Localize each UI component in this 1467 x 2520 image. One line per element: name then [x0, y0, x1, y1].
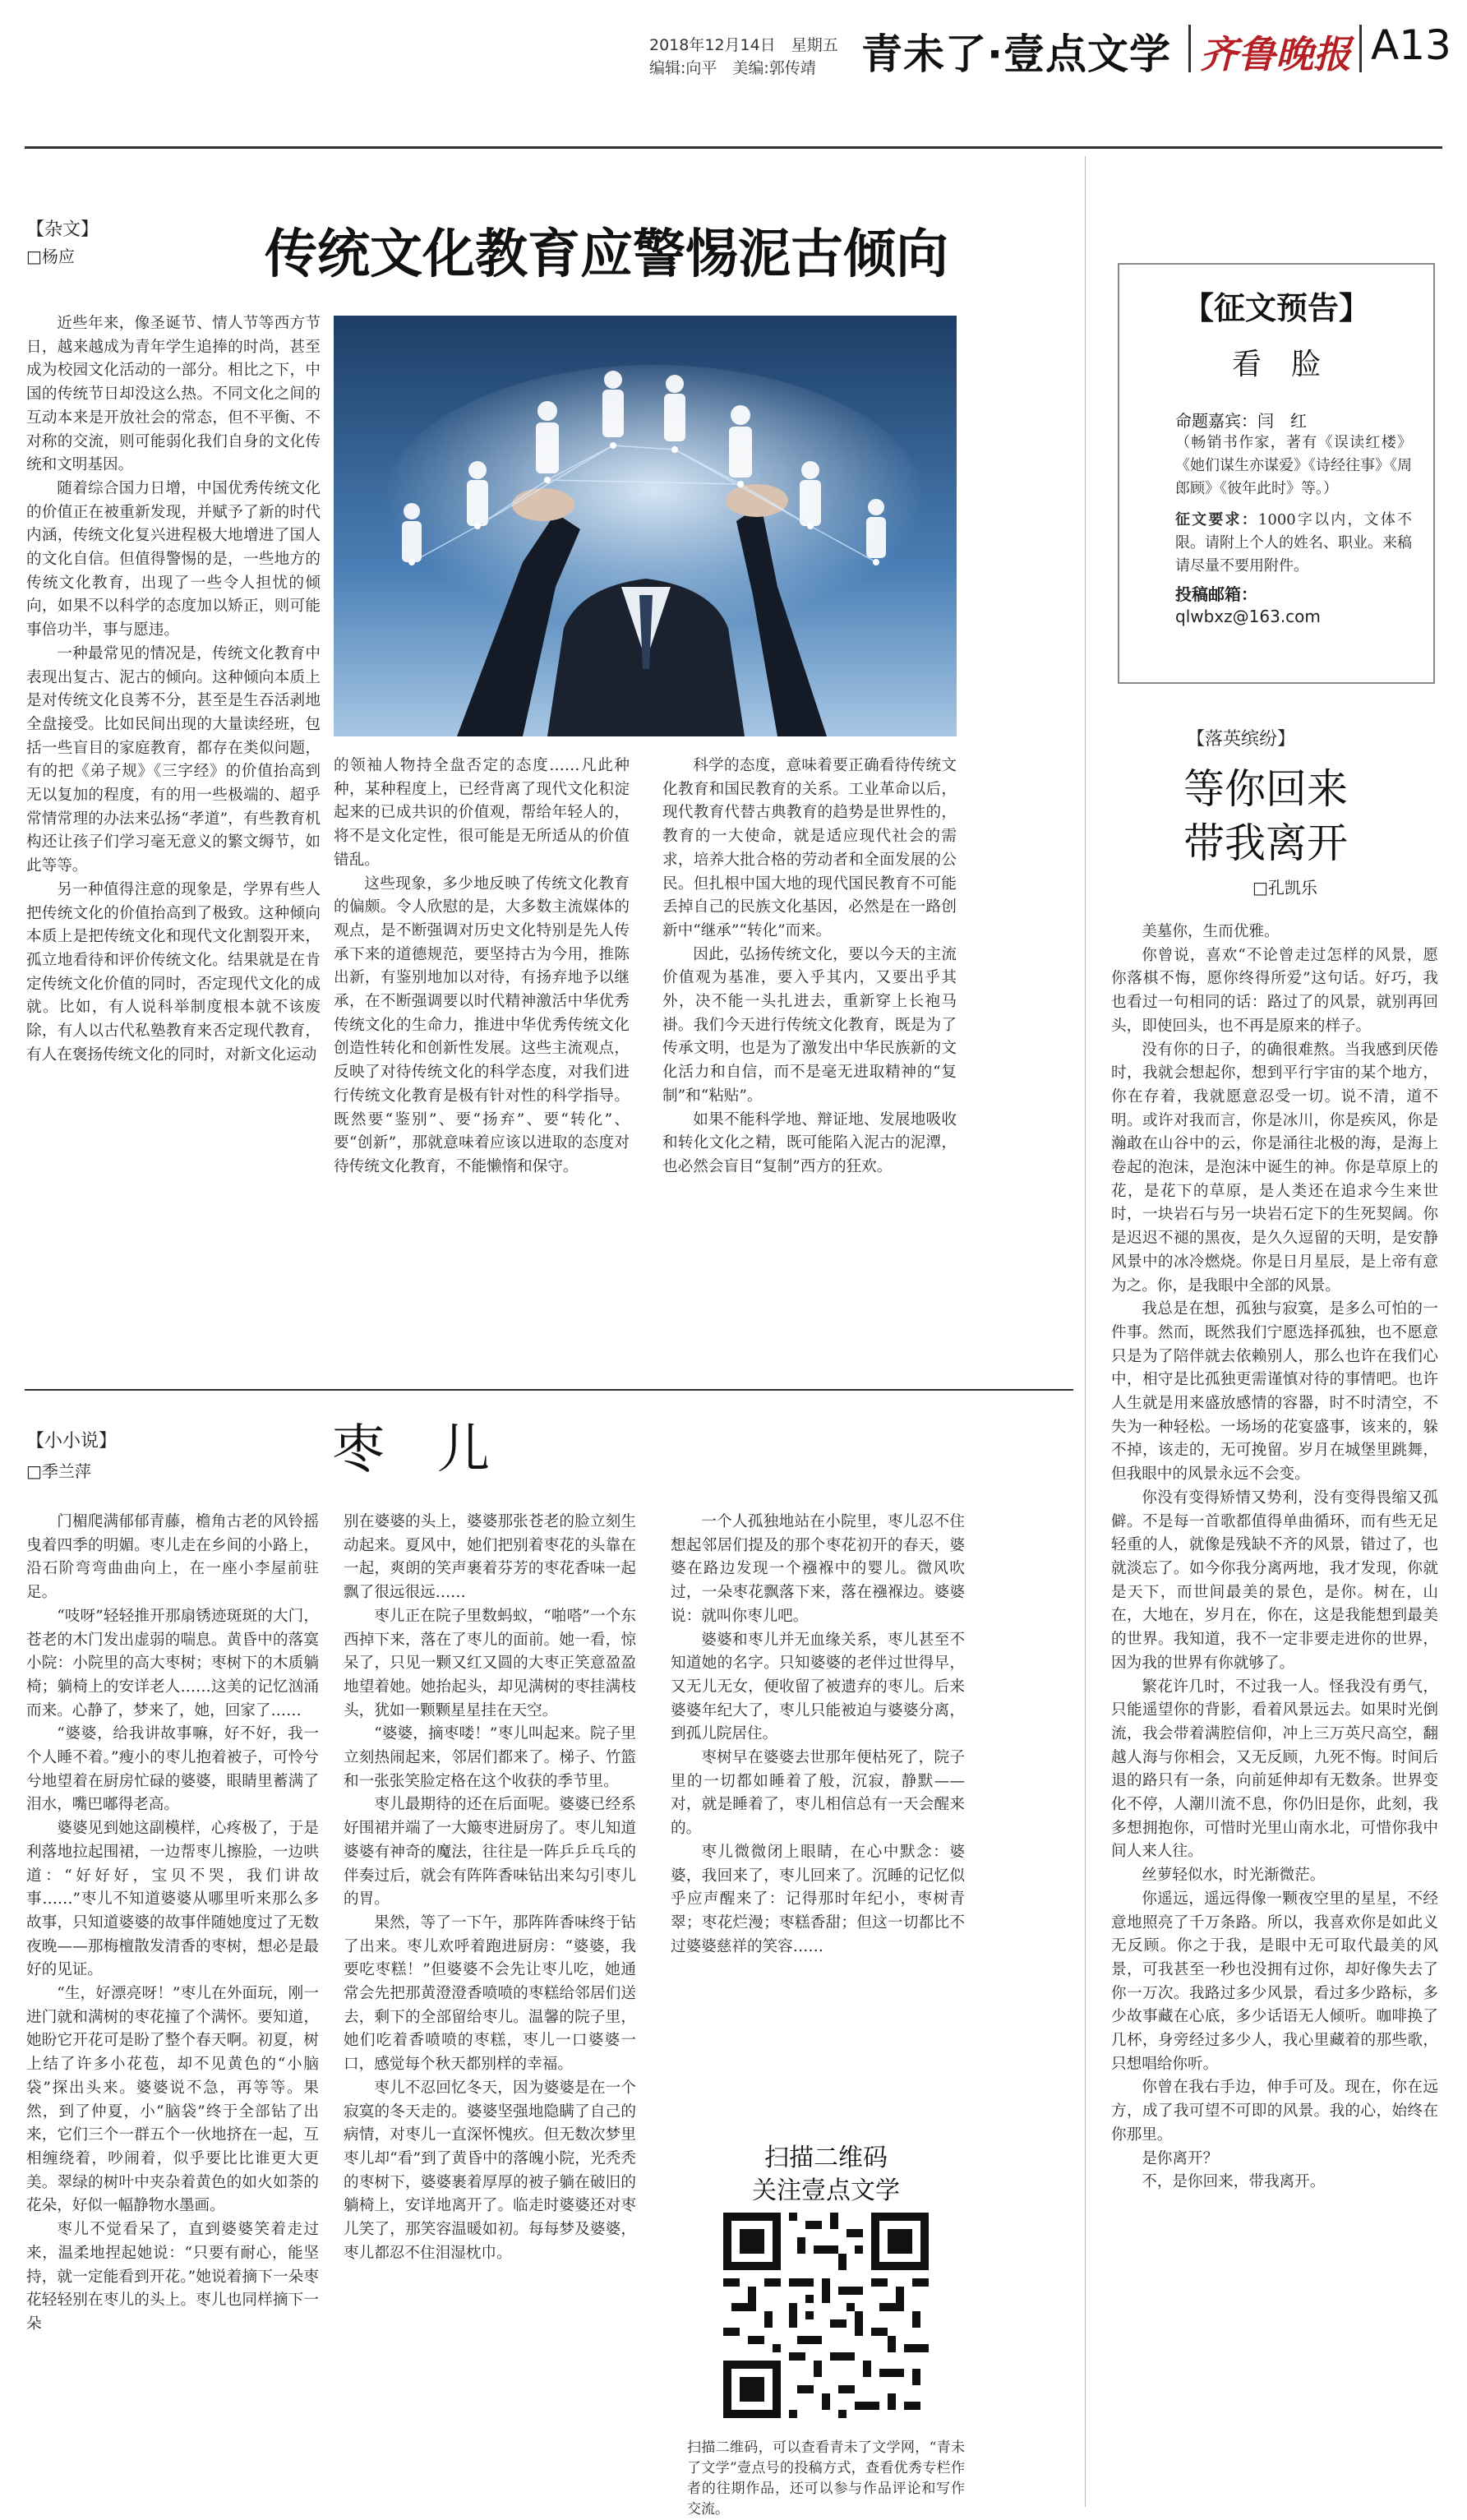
- story-paragraph: “婆婆，摘枣喽！”枣儿叫起来。院子里立刻热闹起来，邻居们都来了。梯子、竹篮和一张张笑脸定格在这个收获的季节里。: [344, 1725, 636, 1790]
- poem-paragraph: 我总是在想，孤独与寂寞，是多么可怕的一件事。然而，既然我们宁愿选择孤独，也不愿意只是为了陪伴就去依赖别人，那么也许在我们心中，相守是比孤独更需谨慎对待的事情吧。也许人生就是用来盛放感情的容器，时不时清空，不失为一种轻松。一场场的花宴盛事，该来的，躲不掉，该走的，无可挽留。岁月在城堡里跳舞，但我眼中的风景永远不会变。: [1111, 1300, 1438, 1484]
- newspaper-logo: 齐鲁晚报: [1200, 32, 1351, 76]
- notice-host: [1141, 408, 1412, 432]
- notice-req-text: 1000字以内，文体不限。请附上个人的姓名、职业。来稿请尽量不要用附件。: [1175, 511, 1413, 575]
- story-paragraph: “婆婆，给我讲故事嘛，好不好，我一个人睡不着。”瘦小的枣儿抱着被子，可怜兮兮地望着在厨房忙碌的婆婆，眼睛里蓄满了泪水，嘴巴嘟得老高。: [26, 1725, 319, 1814]
- essay-paragraph: 如果不能科学地、辩证地、发展地吸收和转化文化之精，既可能陷入泥古的泥潭，也必然会盲目“复制”西方的狂欢。: [662, 1110, 957, 1175]
- businessman-network-illustration: [334, 316, 957, 736]
- notice-email[interactable]: qlwbxz@163.com: [1175, 607, 1321, 626]
- story-col-3: [671, 1511, 965, 2061]
- section-title: 青未了·壹点文学: [861, 30, 1171, 78]
- story-paragraph: 枣树早在婆婆去世那年便枯死了，院子里的一切都如睡着了般，沉寂，静默——对，就是睡着了，枣儿相信总有一天会醒来的。: [671, 1749, 965, 1838]
- story-paragraph: 果然，等了一下午，那阵阵香味终于钻了出来。枣儿欢呼着跑进厨房：“婆婆，我要吃枣糕！”但婆婆不会先让枣儿吃，她通常会先把那黄澄澄香喷喷的枣糕给邻居们送去，剩下的全部留给枣儿。温馨的院子里，她们吃着香喷喷的枣糕，枣儿一口婆婆一口，感觉每个秋天都别样的幸福。: [344, 1913, 636, 2074]
- poem-title-1: 等你回来: [1183, 765, 1348, 813]
- story-paragraph: 枣儿微微闭上眼睛，在心中默念：婆婆，我回来了，枣儿回来了。沉睡的记忆似乎应声醒来了：记得那时年纪小，枣树青翠；枣花烂漫；枣糕香甜；但这一切都比不过婆婆慈祥的笑容……: [671, 1843, 965, 1955]
- poem-paragraph: 不，是你回来，带我离开。: [1142, 2173, 1326, 2191]
- essay-paragraph: 因此，弘扬传统文化，要以今天的主流价值观为基准，要入乎其内，又要出乎其外，决不能一头扎进去，重新穿上长袍马褂。我们今天进行传统文化教育，既是为了传承文明，也是为了激发出中华民族新的文化活力和自信，而不是毫无进取精神的“复制”和“粘贴”。: [662, 945, 957, 1105]
- poem-paragraph: 是你离开？: [1142, 2149, 1219, 2167]
- essay-col-mid: [334, 755, 630, 1387]
- essay-title: 传统文化教育应警惕泥古倾向: [265, 224, 948, 285]
- essay-paragraph: 的领袖人物持全盘否定的态度……凡此种种，某种程度上，已经背离了现代文化积淀起来的已成共识的价值观，帮给年轻人的，将不是文化定性，很可能是无所适从的价值错乱。: [334, 757, 630, 869]
- masthead-date: 2018年12月14日 星期五: [649, 36, 838, 54]
- masthead-divider: [1188, 25, 1191, 72]
- essay-paragraph: 另一种值得注意的现象是，学界有些人把传统文化的价值抬高到了极致。这种倾向本质上是把传统文化和现代文化割裂开来，孤立地看待和评价传统文化。结果就是在肯定传统文化价值的同时，否定现代文化的成就。比如，有人说科举制度根本就不该废除，有人以古代私塾教育来否定现代教育，有人在褒扬传统文化的同时，对新文化运动: [26, 880, 321, 1064]
- story-author: □季兰萍: [26, 1461, 91, 1481]
- story-paragraph: 枣儿不觉看呆了，直到婆婆笑着走过来，温柔地捏起她说：“只要有耐心，能坚持，就一定能看到开花。”她说着摘下一朵枣花轻轻别在枣儿的头上。枣儿也同样摘下一朵: [26, 2221, 319, 2333]
- poem-paragraph: 你没有变得矫情又势利，没有变得畏缩又孤僻。不是每一首歌都值得单曲循环，而有些无足轻重的人，就像是残缺不齐的风景，错过了，也就淡忘了。如今你我分离两地，我才发现，你就是天下，而世间最美的景色，是你。树在，山在，大地在，岁月在，你在，这是我能想到最美的世界。我知道，我不一定非要走进你的世界，因为我的世界有你就够了。: [1111, 1488, 1438, 1672]
- notice-req-label: 征文要求：: [1175, 511, 1258, 528]
- story-paragraph: 枣儿不忍回忆冬天，因为婆婆是在一个寂寞的冬天走的。婆婆坚强地隐瞒了自己的病情，对枣儿一直深怀愧疚。但无数次梦里枣儿却“看”到了黄昏中的落魄小院，光秃秃的枣树下，婆婆裹着厚厚的被子躺在破旧的躺椅上，安详地离开了。临走时婆婆还对枣儿笑了，那笑容温暖如初。每每梦及婆婆，枣儿都忍不住泪湿枕巾。: [344, 2079, 636, 2262]
- essay-paragraph: 这些现象，多少地反映了传统文化教育的偏颇。令人欣慰的是，大多数主流媒体的观点，是不断强调对历史文化特别是先人传承下来的道德规范，要坚持古为今用，推陈出新，有鉴别地加以对待，有扬弃地予以继承，在不断强调要以时代精神激活中华优秀传统文化的生命力，推进中华优秀传统文化创造性转化和创新性发展。这些主流观点，反映了对待传统文化的科学态度，对我们进行传统文化教育是极有针对性的科学指导。既然要“鉴别”、要“扬弃”、要“转化”、要“创新”，那就意味着应该以进取的态度对待传统文化教育，不能懒惰和保守。: [334, 875, 630, 1175]
- story-paragraph: 别在婆婆的头上，婆婆那张苍老的脸立刻生动起来。夏风中，她们把别着枣花的头靠在一起，爽朗的笑声裹着芬芳的枣花香味一起飘了很远很远……: [344, 1513, 636, 1602]
- story-paragraph: “生，好漂亮呀！”枣儿在外面玩，刚一进门就和满树的枣花撞了个满怀。要知道，她盼它开花可是盼了整个春天啊。初夏，树上结了许多小花苞，却不见黄色的“小脑袋”探出头来。婆婆说不急，再等等。果然，到了仲夏，小“脑袋”终于全部钻了出来，它们三个一群五个一伙地挤在一起，互相缠绕着，吵闹着，似乎要比比谁更大更美。翠绿的树叶中夹杂着黄色的如火如荼的花朵，好似一幅静物水墨画。: [26, 1985, 319, 2215]
- essay-paragraph: 一种最常见的情况是，传统文化教育中表现出复古、泥古的倾向。这种倾向本质上是对传统文化良莠不分，甚至是生吞活剥地全盘接受。比如民间出现的大量读经班，包括一些盲目的家庭教育，都存在类似问题，有的把《弟子规》《三字经》的价值抬高到无以复加的程度，有的用一些极端的、超乎常情常理的办法来弘扬“孝道”，有些教育机构还让孩子们学习毫无意义的繁文缛节，如此等等。: [26, 644, 321, 875]
- masthead-divider-2: [1359, 25, 1362, 72]
- masthead: [0, 0, 1467, 156]
- story-paragraph: 婆婆和枣儿并无血缘关系，枣儿甚至不知道她的名字。只知婆婆的老伴过世得早，又无儿无女，便收留了被遗弃的枣儿。后来婆婆年纪大了，枣儿只能被迫与婆婆分离，到孤儿院居住。: [671, 1631, 965, 1743]
- poem-paragraph: 没有你的日子，的确很难熬。当我感到厌倦时，我就会想起你，想到平行宇宙的某个地方，你在存着，我就愿意忍受一切。说不清，道不明。或许对我而言，你是冰川，你是疾风，你是瀚敢在山谷中的云，你是涌往北极的海，是海上卷起的泡沫，是泡沫中诞生的神。你是草原上的花，是花下的草原，是人类还在追求今生来世时，一块岩石与另一块岩石定下的生死契阔。你是迟迟不褪的黑夜，是久久逗留的天明，是安静风景中的冰冷燃烧。你是日月星辰，是上帝有意为之。你，是我眼中全部的风景。: [1111, 1041, 1438, 1295]
- notice-host-desc: （畅销书作家，著有《误读红楼》《她们谋生亦谋爱》《诗经往事》《周郎顾》《彼年此时》等。）: [1175, 434, 1412, 497]
- essay-author: □杨应: [26, 247, 75, 266]
- notice-title: 【征文预告】: [1182, 290, 1370, 326]
- story-tag: 【小小说】: [26, 1431, 118, 1452]
- essay-paragraph: 随着综合国力日增，中国优秀传统文化的价值正在被重新发现，并赋予了新的时代内涵，传统文化复兴进程极大地增进了国人的文化自信。但值得警惕的是，一些地方的传统文化教育，出现了一些令人担忧的倾向，如果不以科学的态度加以矫正，则可能事倍功半，事与愿违。: [26, 479, 321, 639]
- call-for-papers-box: [1118, 263, 1435, 684]
- poem-paragraph: 你曾在我右手边，伸手可及。现在，你在远方，成了我可望不可即的风景。我的心，始终在你那里。: [1111, 2079, 1438, 2144]
- qr-caption: 扫描二维码，可以查看青未了文学网，“青未了文学”壹点号的投稿方式，查看优秀专栏作者的往期作品，还可以参与作品评论和写作交流。: [687, 2439, 965, 2518]
- qr-code[interactable]: [723, 2213, 929, 2418]
- poem-paragraph: 丝萝轻似水，时光渐微茫。: [1142, 1867, 1326, 1885]
- column-rule: [1085, 156, 1086, 2507]
- essay-col-left: [26, 312, 321, 1387]
- qr-code-icon: [723, 2213, 929, 2418]
- essay-paragraph: 科学的态度，意味着要正确看待传统文化教育和国民教育的关系。工业革命以后，现代教育代替古典教育的趋势是世界性的，教育的一大使命，就是适应现代社会的需求，培养大批合格的劳动者和全面发展的公民。但扎根中国大地的现代国民教育不可能丢掉自己的民族文化基因，必然是在一路创新中“继承”“转化”而来。: [662, 757, 957, 939]
- essay-paragraph: 近些年来，像圣诞节、情人节等西方节日，越来越成为青年学生追捧的时尚，甚至成为校园文化活动的一部分。相比之下，中国的传统节日却没这么热。不同文化之间的互动本来是开放社会的常态，但不平衡、不对称的交流，则可能弱化我们自身的文化传统和文明基因。: [26, 315, 321, 474]
- story-paragraph: “吱呀”轻轻推开那扇锈迹斑斑的大门，苍老的木门发出虚弱的喘息。黄昏中的落寞小院：小院里的高大枣树；枣树下的木质躺椅；躺椅上的安详老人……这美的记忆汹涌而来。心静了，梦来了，她，回家了……: [26, 1607, 319, 1719]
- essay-photo: [334, 316, 957, 736]
- masthead-editors: 编辑:向平 美编:郭传靖: [649, 59, 816, 77]
- story-col-1: [26, 1511, 319, 2502]
- notice-subject: 看 脸: [1231, 348, 1321, 381]
- essay-col-right: [662, 755, 957, 1387]
- poem-author: □孔凯乐: [1252, 878, 1317, 898]
- story-paragraph: 枣儿正在院子里数蚂蚁，“啪嗒”一个东西掉下来，落在了枣儿的面前。她一看，惊呆了，只见一颗又红又圆的大枣正笑意盈盈地望着她。她抬起头，却见满树的枣挂满枝头，犹如一颗颗星星挂在天空。: [344, 1607, 636, 1719]
- poem-paragraph: 繁花许几时，不过我一人。怪我没有勇气，只能遥望你的背影，看着风景远去。如果时光倒流，我会带着满腔信仰，冲上三万英尺高空，翻越人海与你相会，又无反顾，九死不悔。时间后退的路只有一条，向前延伸却有无数条。世界变化不停，人潮川流不息，你仍旧是你，此刻，我多想拥抱你，可惜时光里山南水北，可惜你我中间人来人往。: [1111, 1678, 1438, 1861]
- story-paragraph: 门楣爬满郁郁青藤，檐角古老的风铃摇曳着四季的明媚。枣儿走在乡间的小路上，沿石阶弯弯曲曲向上，在一座小李屋前驻足。: [26, 1513, 319, 1602]
- poem-title-2: 带我离开: [1183, 819, 1348, 867]
- notice-host-name: 闫 红: [1257, 411, 1307, 431]
- story-title: 枣 儿: [332, 1419, 490, 1480]
- qr-heading-2: 关注壹点文学: [752, 2176, 900, 2205]
- story-col-2: [344, 1511, 636, 2502]
- essay-tag: 【杂文】: [26, 219, 99, 240]
- poem-paragraph: 你遥远，遥远得像一颗夜空里的星星，不经意地照亮了千万条路。所以，我喜欢你是如此义无反顾。你之于我，是眼中无可取代最美的风景，可我甚至一秒也没拥有过你，却好像失去了你一万次。我路过多少风景，看过多少路标，多少故事藏在心底，多少话语无人倾听。咖啡换了几杯，身旁经过多少人，我心里藏着的那些歌，只想唱给你听。: [1111, 1890, 1438, 2073]
- poem-body: [1111, 921, 1438, 2499]
- page-number: A13: [1371, 21, 1451, 69]
- notice-host-label: 命题嘉宾：: [1175, 411, 1257, 431]
- story-paragraph: 枣儿最期待的还在后面呢。婆婆已经系好围裙并端了一大簸枣进厨房了。枣儿知道婆婆有神奇的魔法，往往是一阵乒乒乓乓的伴奏过后，就会有阵阵香味钻出来勾引枣儿的胃。: [344, 1796, 636, 1908]
- poem-tag: 【落英缤纷】: [1187, 729, 1296, 750]
- poem-paragraph: 美墓你，生而优雅。: [1142, 923, 1280, 940]
- poem-paragraph: 你曾说，喜欢“不论曾走过怎样的风景，愿你落棋不悔，愿你终得所爱”这句话。好巧，我也看过一句相同的话：路过了的风景，就别再回头，即使回头，也不再是原来的样子。: [1111, 946, 1438, 1035]
- story-paragraph: 一个人孤独地站在小院里，枣儿忍不住想起邻居们提及的那个枣花初开的春天，婆婆在路边发现一个襁褓中的婴儿。微风吹过，一朵枣花飘落下来，落在襁褓边。婆婆说：就叫你枣儿吧。: [671, 1513, 965, 1625]
- section-rule: [25, 1389, 1073, 1391]
- qr-heading-1: 扫描二维码: [764, 2144, 888, 2172]
- notice-requirements: [1141, 509, 1412, 578]
- notice-email-label: 投稿邮箱：: [1175, 584, 1257, 604]
- masthead-rule: [25, 146, 1442, 149]
- story-paragraph: 婆婆见到她这副模样，心疼极了，于是利落地拉起围裙，一边帮枣儿擦脸，一边哄道：“好好好，宝贝不哭，我们讲故事……”枣儿不知道婆婆从哪里听来那么多故事，只知道婆婆的故事伴随她度过了无数夜晚——那梅檀散发清香的枣树，想必是最好的见证。: [26, 1820, 319, 1979]
